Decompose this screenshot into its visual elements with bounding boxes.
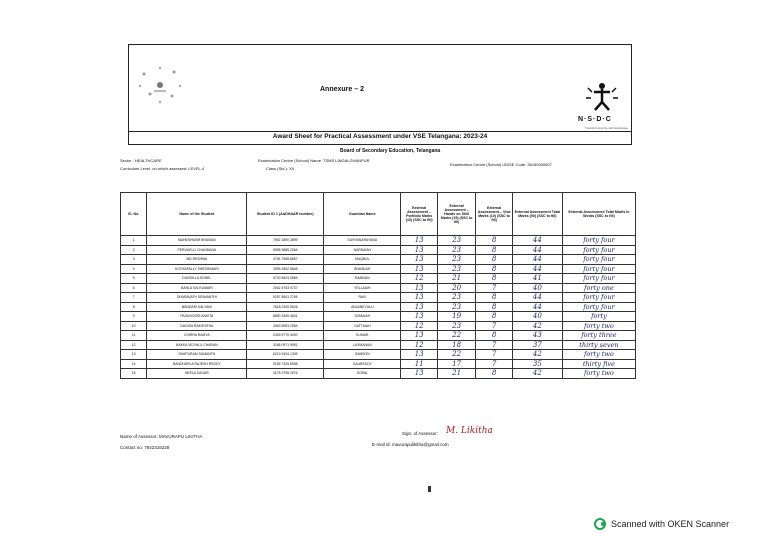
portfolio-marks-cell: 12 (401, 340, 438, 350)
assessor-email: E-mail id: mavurapulikitha@gmail.com (372, 442, 449, 447)
total-marks-cell: 44 (512, 293, 562, 303)
viva-marks-cell: 8 (476, 293, 513, 303)
student-name-cell: PASUNOORI ANKITA (147, 312, 247, 322)
total-in-words-cell: forty two (562, 321, 635, 331)
total-marks-cell: 42 (512, 321, 562, 331)
student-id-cell: 2595 2692 5848 (247, 264, 324, 274)
col-total-in-words: External Assessment Total Marks in Words (SSC to fill) (562, 193, 635, 236)
sl-no-cell: 2 (121, 245, 147, 255)
guardian-name-cell: RAVI (324, 293, 401, 303)
table-row (121, 359, 636, 369)
portfolio-marks-cell: 13 (401, 283, 438, 293)
hands-on-marks-cell: 21 (437, 369, 475, 379)
assessor-name: Name of Assessor: MAVURAPU LIKITHA (120, 434, 203, 439)
student-name-cell: CHIRRA RAMYA (147, 331, 247, 341)
student-name-cell: KOTHAPALLY SHESHIMARI (147, 264, 247, 274)
viva-marks-cell: 7 (476, 283, 513, 293)
viva-marks-cell: 8 (476, 331, 513, 341)
table-row (121, 255, 636, 265)
class-label: Class (Std.): XII (266, 166, 295, 171)
student-id-cell: 4178 3795 2576 (247, 369, 324, 379)
scanner-watermark (594, 518, 729, 530)
col-hands-on-marks: External Assessment – Hands on Skill Marks (15) (SSC to fill) (437, 193, 475, 236)
portfolio-marks-cell: 12 (401, 274, 438, 284)
udise-code-label: Examination Centre (School) UDISE Code: 36150900507 (450, 162, 552, 167)
student-id-cell: 9169 7325 6998 (247, 359, 324, 369)
portfolio-marks-cell: 13 (401, 302, 438, 312)
scanner-logo-icon (594, 518, 606, 530)
award-sheet-document (120, 42, 640, 462)
portfolio-marks-cell: 12 (401, 321, 438, 331)
hands-on-marks-cell: 21 (437, 274, 475, 284)
sl-no-cell: 12 (121, 340, 147, 350)
total-marks-cell: 40 (512, 312, 562, 322)
student-name-cell: DHARAVATH SRAVANTHI (147, 293, 247, 303)
student-name-cell: DAGISA RAKSHITHA (147, 321, 247, 331)
student-name-cell: SHAPURAM SUMANTH (147, 350, 247, 360)
portfolio-marks-cell: 13 (401, 293, 438, 303)
student-name-cell: BANDARI KALYANI (147, 302, 247, 312)
total-marks-cell: 43 (512, 331, 562, 341)
student-id-cell: 5998 3685 2064 (247, 245, 324, 255)
hands-on-marks-cell: 17 (437, 359, 475, 369)
board-name: Board of Secondary Education, Telangana (340, 148, 441, 154)
student-id-cell: 6720 5624 0565 (247, 274, 324, 284)
student-id-cell: 2042 4753 0737 (247, 283, 324, 293)
student-name-cell: BARLA SAI KUMARI (147, 283, 247, 293)
total-in-words-cell: thirty five (562, 359, 635, 369)
student-id-cell: 7892 2890 3899 (247, 236, 324, 246)
hands-on-marks-cell: 20 (437, 283, 475, 293)
guardian-name-cell: BHASKAR (324, 264, 401, 274)
student-id-cell: 3363 5953 2565 (247, 321, 324, 331)
hands-on-marks-cell: 23 (437, 264, 475, 274)
table-row (121, 312, 636, 322)
nsdc-logo-subtitle: Transforming the skill landscape (585, 126, 628, 130)
scanner-label: Scanned with OKEN Scanner (611, 519, 730, 529)
table-row (121, 245, 636, 255)
sl-no-cell: 8 (121, 302, 147, 312)
guardian-name-cell: SURYANARAYANA (324, 236, 401, 246)
student-id-cell: 6213 9434 1309 (247, 350, 324, 360)
total-marks-cell: 37 (512, 340, 562, 350)
col-guardian-name: Guardian Name (324, 193, 401, 236)
total-in-words-cell: forty four (562, 274, 635, 284)
total-in-words-cell: forty four (562, 245, 635, 255)
hands-on-marks-cell: 19 (437, 312, 475, 322)
table-row (121, 293, 636, 303)
sl-no-cell: 9 (121, 312, 147, 322)
ink-mark (428, 486, 431, 492)
total-in-words-cell: forty one (562, 283, 635, 293)
table-row (121, 321, 636, 331)
board-logo-icon (134, 60, 186, 110)
sl-no-cell: 4 (121, 264, 147, 274)
guardian-name-cell: MAQBUL (324, 255, 401, 265)
total-marks-cell: 44 (512, 236, 562, 246)
student-id-cell: 2309 5770 4000 (247, 331, 324, 341)
total-in-words-cell: thirty seven (562, 340, 635, 350)
hands-on-marks-cell: 23 (437, 321, 475, 331)
total-marks-cell: 44 (512, 264, 562, 274)
total-in-words-cell: forty three (562, 331, 635, 341)
table-row (121, 264, 636, 274)
hands-on-marks-cell: 23 (437, 255, 475, 265)
guardian-name-cell: GAUREDDY (324, 359, 401, 369)
portfolio-marks-cell: 13 (401, 369, 438, 379)
col-student-name: Name of the Student (147, 193, 247, 236)
sl-no-cell: 11 (121, 331, 147, 341)
total-in-words-cell: forty four (562, 236, 635, 246)
viva-marks-cell: 8 (476, 264, 513, 274)
guardian-name-cell: ANJANEYULU (324, 302, 401, 312)
student-name-cell: NEELA SAGAR (147, 369, 247, 379)
table-row (121, 236, 636, 246)
total-in-words-cell: forty four (562, 255, 635, 265)
sl-no-cell: 5 (121, 274, 147, 284)
guardian-name-cell: YELLAIAH (324, 283, 401, 293)
portfolio-marks-cell: 13 (401, 312, 438, 322)
hands-on-marks-cell: 23 (437, 302, 475, 312)
student-id-cell: 3186 0971 9051 (247, 340, 324, 350)
total-marks-cell: 42 (512, 350, 562, 360)
total-in-words-cell: forty two (562, 350, 635, 360)
table-row (121, 350, 636, 360)
portfolio-marks-cell: 13 (401, 264, 438, 274)
viva-marks-cell: 8 (476, 274, 513, 284)
total-marks-cell: 40 (512, 283, 562, 293)
total-marks-cell: 41 (512, 274, 562, 284)
viva-marks-cell: 7 (476, 359, 513, 369)
student-name-cell: NAKKA VIDYALU CHARAN (147, 340, 247, 350)
viva-marks-cell: 8 (476, 255, 513, 265)
total-in-words-cell: forty four (562, 264, 635, 274)
viva-marks-cell: 8 (476, 245, 513, 255)
annexure-label: Annexure – 2 (320, 86, 364, 93)
sl-no-cell: 6 (121, 283, 147, 293)
portfolio-marks-cell: 13 (401, 236, 438, 246)
table-row (121, 331, 636, 341)
student-id-cell: 9257 8541 2765 (247, 293, 324, 303)
col-portfolio-marks: External Assessment – Portfolio Marks (10) (SSC to fill) (401, 193, 438, 236)
viva-marks-cell: 7 (476, 350, 513, 360)
table-row (121, 340, 636, 350)
col-sl-no: Sl. No. (121, 193, 147, 236)
viva-marks-cell: 8 (476, 302, 513, 312)
award-sheet-title: Award Sheet for Practical Assessment under VSE Telangana: 2023-24 (128, 130, 632, 145)
student-name-cell: DUDDILLA SOHEL (147, 274, 247, 284)
total-marks-cell: 44 (512, 302, 562, 312)
table-row (121, 302, 636, 312)
viva-marks-cell: 8 (476, 312, 513, 322)
total-in-words-cell: forty four (562, 293, 635, 303)
sl-no-cell: 14 (121, 359, 147, 369)
portfolio-marks-cell: 13 (401, 255, 438, 265)
table-body (121, 236, 636, 379)
portfolio-marks-cell: 13 (401, 245, 438, 255)
hands-on-marks-cell: 22 (437, 331, 475, 341)
exam-centre-name: Examination Centre (School) Name: TSMS LINGALGHANPUR (258, 158, 370, 163)
guardian-name-cell: GOPAL (324, 369, 401, 379)
guardian-name-cell: LAXMANAN (324, 340, 401, 350)
sl-no-cell: 7 (121, 293, 147, 303)
sl-no-cell: 13 (121, 350, 147, 360)
table-row (121, 283, 636, 293)
hands-on-marks-cell: 23 (437, 236, 475, 246)
viva-marks-cell: 7 (476, 340, 513, 350)
col-student-id: Student ID 1 (AADHAAR number) (247, 193, 324, 236)
col-total-marks: External Assessment Total Marks (50) (SSC to fill) (512, 193, 562, 236)
hands-on-marks-cell: 22 (437, 350, 475, 360)
sl-no-cell: 15 (121, 369, 147, 379)
portfolio-marks-cell: 11 (401, 359, 438, 369)
sl-no-cell: 3 (121, 255, 147, 265)
nsdc-logo-icon (582, 80, 622, 114)
table-row (121, 369, 636, 379)
nsdc-logo-text: N·S·D·C (578, 116, 612, 123)
sl-no-cell: 1 (121, 236, 147, 246)
hands-on-marks-cell: 23 (437, 245, 475, 255)
student-id-cell: 8650 3265 4631 (247, 312, 324, 322)
student-name-cell: PERUKELLI CHANDANA (147, 245, 247, 255)
guardian-name-cell: SAMSON (324, 350, 401, 360)
sector-label: Sector : HEALTHCARE (120, 158, 162, 163)
total-marks-cell: 35 (512, 359, 562, 369)
total-marks-cell: 42 (512, 369, 562, 379)
viva-marks-cell: 8 (476, 369, 513, 379)
student-name-cell: MAHESHWAR BHAVANI (147, 236, 247, 246)
guardian-name-cell: RAMDAN (324, 274, 401, 284)
total-in-words-cell: forty four (562, 302, 635, 312)
col-viva-marks: External Assessment – Viva Marks (10) (SSC to fill) (476, 193, 513, 236)
guardian-name-cell: SOMAIAH (324, 312, 401, 322)
portfolio-marks-cell: 13 (401, 331, 438, 341)
student-id-cell: 4794 7968 8857 (247, 255, 324, 265)
total-in-words-cell: forty two (562, 369, 635, 379)
sl-no-cell: 10 (121, 321, 147, 331)
student-id-cell: 7818 0345 5526 (247, 302, 324, 312)
sign-label: Sign. of Assessor: (402, 431, 439, 436)
total-marks-cell: 44 (512, 245, 562, 255)
portfolio-marks-cell: 13 (401, 350, 438, 360)
total-marks-cell: 44 (512, 255, 562, 265)
assessor-signature: M. Likitha (446, 426, 493, 436)
marks-table (120, 192, 636, 379)
table-header-row (121, 193, 636, 236)
table-row (121, 274, 636, 284)
guardian-name-cell: KUMAR (324, 331, 401, 341)
student-name-cell: BANDHARLA RAJESH REDDY (147, 359, 247, 369)
guardian-name-cell: GATTAIAH (324, 321, 401, 331)
viva-marks-cell: 8 (476, 236, 513, 246)
header-box (128, 44, 632, 132)
assessor-contact: Contact no: 7842316228 (120, 445, 170, 450)
guardian-name-cell: NARSAIAH (324, 245, 401, 255)
hands-on-marks-cell: 18 (437, 340, 475, 350)
total-in-words-cell: forty (562, 312, 635, 322)
hands-on-marks-cell: 23 (437, 293, 475, 303)
student-name-cell: MD RESHMA (147, 255, 247, 265)
curriculum-level-label: Curriculum Level, on which assessed: LEVEL-4 (120, 166, 205, 171)
viva-marks-cell: 7 (476, 321, 513, 331)
